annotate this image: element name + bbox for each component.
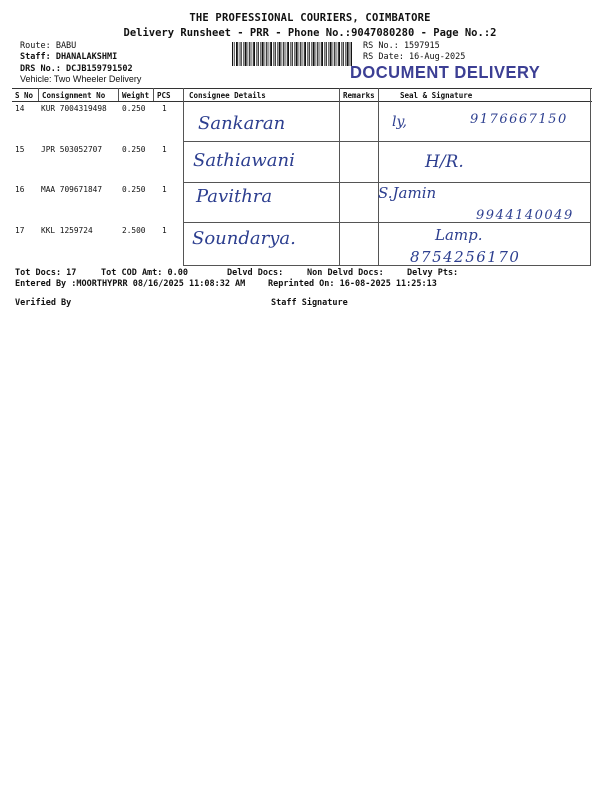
handwritten-phone-number: 9176667150 (470, 112, 568, 127)
route-label: Route: BABU (20, 41, 77, 51)
row-sno: 14 (15, 104, 25, 113)
rs-number: RS No.: 1597915 (363, 41, 440, 51)
document-delivery-stamp: DOCUMENT DELIVERY (350, 63, 541, 83)
non-delivered-docs: Non Delvd Docs: (307, 268, 384, 278)
row-consignment-no: KKL 1259724 (41, 226, 93, 235)
col-header-pcs: PCS (157, 91, 171, 100)
delivered-docs: Delvd Docs: (227, 268, 284, 278)
verified-by: Verified By (15, 298, 72, 308)
handwritten-signature: Lamp. (435, 226, 483, 244)
row-divider (183, 141, 590, 142)
handwritten-signature: H/R. (425, 152, 464, 172)
company-title: THE PROFESSIONAL COURIERS, COIMBATORE (189, 12, 431, 24)
row-pcs: 1 (162, 185, 167, 194)
col-header-weight: Weight (122, 91, 150, 100)
handwritten-phone-number: 9944140049 (476, 208, 574, 223)
col-divider (38, 88, 39, 101)
col-divider (339, 88, 340, 266)
row-weight: 0.250 (122, 145, 146, 154)
col-header-remarks: Remarks (343, 91, 375, 100)
row-consignment-no: KUR 7004319498 (41, 104, 107, 113)
vehicle-label: Vehicle: Two Wheeler Delivery (20, 74, 142, 84)
handwritten-phone-number: 8754256170 (410, 248, 521, 266)
row-divider (183, 182, 590, 183)
row-pcs: 1 (162, 145, 167, 154)
row-weight: 2.500 (122, 226, 146, 235)
delivery-points: Delvy Pts: (407, 268, 459, 278)
row-weight: 0.250 (122, 185, 146, 194)
row-pcs: 1 (162, 226, 167, 235)
col-header-consignee: Consignee Details (189, 91, 266, 100)
col-divider (378, 88, 379, 266)
total-cod-amount: Tot COD Amt: 0.00 (101, 268, 188, 278)
row-pcs: 1 (162, 104, 167, 113)
col-divider (183, 88, 184, 266)
col-divider (590, 88, 591, 266)
handwritten-consignee-name: Pavithra (196, 186, 273, 207)
total-docs: Tot Docs: 17 (15, 268, 77, 278)
rs-date: RS Date: 16-Aug-2025 (363, 52, 466, 62)
row-consignment-no: MAA 709671847 (41, 185, 103, 194)
drs-number: DRS No.: DCJB159791502 (20, 64, 133, 74)
staff-label: Staff: DHANALAKSHMI (20, 52, 118, 62)
handwritten-consignee-name: Sathiawani (193, 150, 295, 171)
staff-signature: Staff Signature (271, 298, 348, 308)
table-header-rule (12, 101, 592, 102)
col-header-seal-signature: Seal & Signature (400, 91, 473, 100)
runsheet-subtitle: Delivery Runsheet - PRR - Phone No.:9047080280 - Page No.:2 (123, 27, 497, 39)
col-divider (153, 88, 154, 101)
row-sno: 16 (15, 185, 25, 194)
reprinted-on: Reprinted On: 16-08-2025 11:25:13 (268, 279, 437, 289)
row-divider (183, 265, 590, 266)
handwritten-signature: S.Jamin (378, 184, 437, 202)
col-divider (118, 88, 119, 101)
barcode (232, 42, 352, 66)
col-header-sno: S No (15, 91, 34, 100)
row-weight: 0.250 (122, 104, 146, 113)
handwritten-signature: ly, (392, 114, 407, 130)
handwritten-consignee-name: Soundarya. (192, 228, 296, 249)
row-consignment-no: JPR 503052707 (41, 145, 103, 154)
row-sno: 17 (15, 226, 25, 235)
handwritten-consignee-name: Sankaran (198, 113, 286, 134)
row-sno: 15 (15, 145, 25, 154)
col-header-consignment: Consignment No (42, 91, 106, 100)
entered-by: Entered By :MOORTHYPRR 08/16/2025 11:08:32 AM (15, 279, 246, 289)
table-top-rule (12, 88, 592, 89)
